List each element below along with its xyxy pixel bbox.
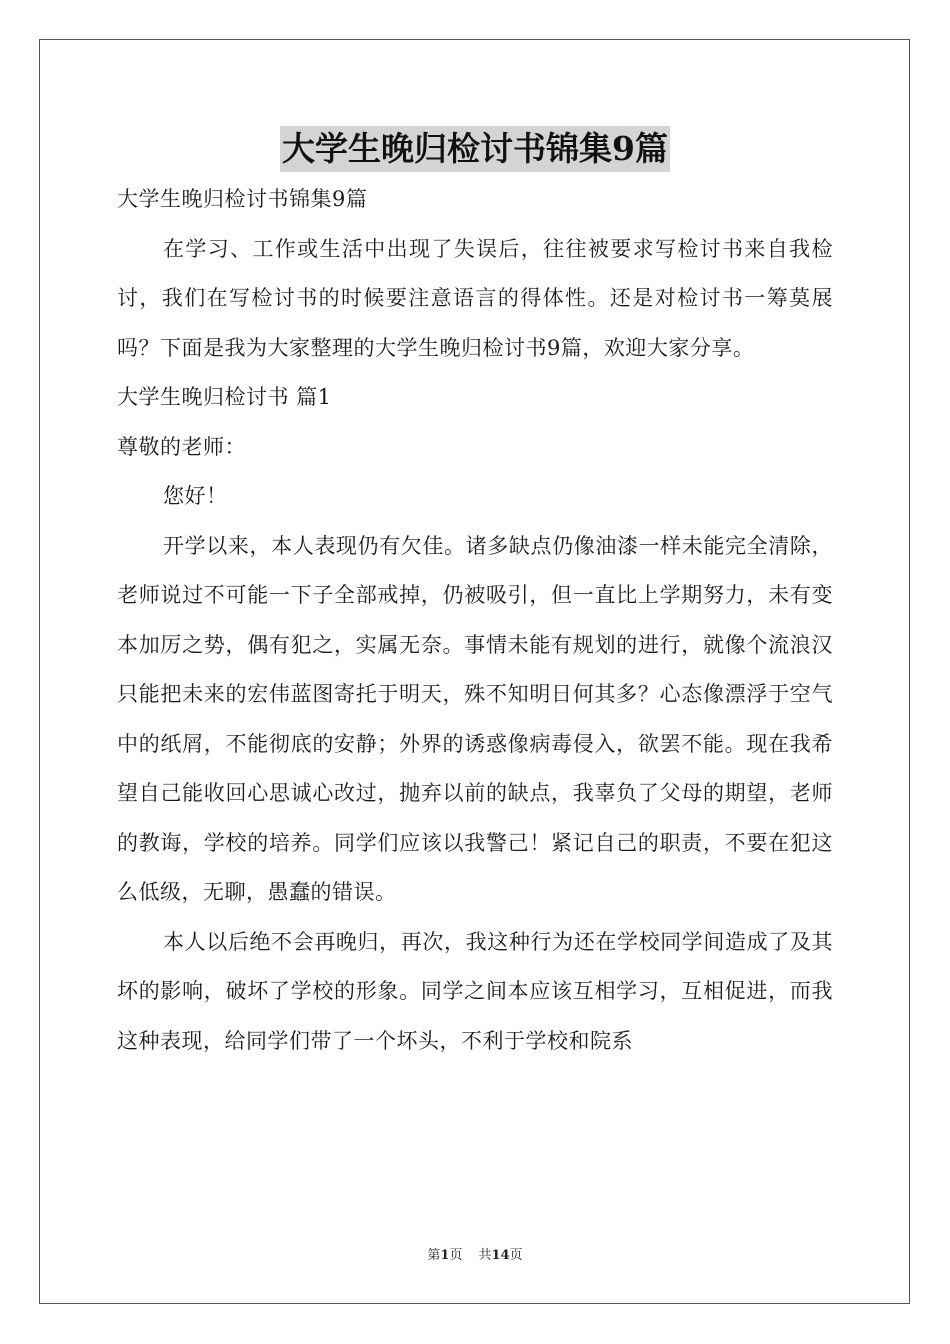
- greeting: 您好！: [163, 484, 228, 508]
- page-number: 1: [440, 1248, 450, 1263]
- page-prefix: 第: [427, 1248, 441, 1263]
- paragraph-subtitle: 大学生晚归检讨书锦集9篇: [117, 187, 368, 211]
- salutation: 尊敬的老师：: [117, 434, 246, 459]
- paragraph-body-1: 开学以来，本人表现仍有欠佳。诸多缺点仍像油漆一样未能完全清除，老师说过不可能一下子全部戒掉，仍被吸引，但一直比上学期努力，未有变本加厉之势，偶有犯之，实属无奈。事情未能有规划的进行，就像个流浪汉只能把未来的宏伟蓝图寄托于明天，殊不知明日何其多？心态像漂浮于空气中的纸屑，不能彻底的安静；外界的诱惑像病毒侵入，欲罢不能。现在我希望自己能收回心思诚心改过，抛弃以前的缺点，我辜负了父母的期望，老师的教诲，学校的培养。同学们应该以我警己！紧记自己的职责，不要在犯这么低级，无聊，愚蠢的错误。: [117, 533, 833, 904]
- paragraph-intro: 在学习、工作或生活中出现了失误后，往往被要求写检讨书来自我检讨，我们在写检讨书的时候要注意语言的得体性。还是对检讨书一筹莫展吗？下面是我为大家整理的大学生晚归检讨书9篇，欢迎大家分享。: [117, 236, 833, 360]
- document-body: [117, 175, 833, 1066]
- total-suffix: 页: [509, 1248, 523, 1263]
- page-total: 14: [491, 1248, 510, 1263]
- title-container: [0, 126, 950, 172]
- paragraph-body-2: 本人以后绝不会再晚归，再次，我这种行为还在学校同学间造成了及其坏的影响，破坏了学校的形象。同学之间本应该互相学习，互相促进，而我这种表现，给同学们带了一个坏头，不利于学校和院系: [117, 929, 833, 1053]
- section-heading: 大学生晚归检讨书 篇1: [117, 385, 332, 409]
- page-footer: [0, 1247, 950, 1265]
- page-suffix: 页: [449, 1248, 463, 1263]
- document-title: 大学生晚归检讨书锦集9篇: [280, 126, 670, 172]
- total-prefix: 共: [478, 1248, 492, 1263]
